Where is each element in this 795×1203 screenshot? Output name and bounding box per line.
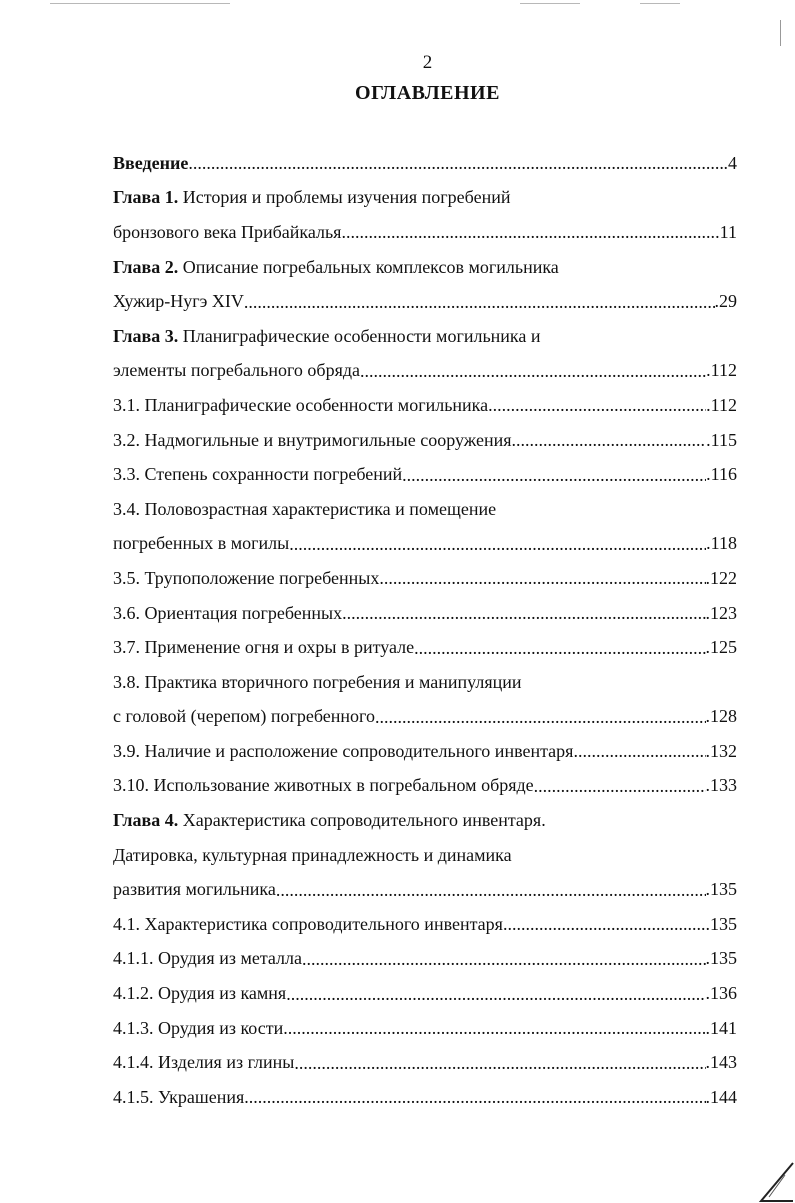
toc-entry-text: [113, 533, 289, 554]
toc-entry: [113, 388, 737, 423]
dot-leader: [188, 152, 723, 174]
toc-entry-text: [113, 360, 360, 381]
dot-leader: [488, 394, 706, 416]
toc-entry: [113, 596, 737, 631]
toc-entry: [113, 734, 737, 769]
toc-entry-text: [113, 291, 244, 312]
dot-leader: [244, 1086, 705, 1108]
toc-entry-label: 3.10. Использование животных в погребальном обряде: [113, 775, 534, 796]
toc-page-number: .135: [705, 913, 737, 934]
toc-entry: [113, 492, 737, 527]
page-title: ОГЛАВЛЕНИЕ: [355, 82, 500, 104]
toc-entry: [113, 803, 737, 838]
toc-entry: [113, 665, 737, 700]
toc-page-number: .125: [705, 637, 737, 658]
toc-entry: [113, 215, 737, 250]
toc-entry-label: 4.1.3. Орудия из кости: [113, 1017, 284, 1038]
toc-entry-label: 3.1. Планиграфические особенности могильника: [113, 394, 489, 415]
toc-entry: [113, 561, 737, 596]
toc-entry-text: [113, 430, 512, 451]
toc-entry-label: развития могильника: [113, 879, 276, 900]
dot-leader: [503, 913, 706, 935]
toc-entry-label: 3.6. Ориентация погребенных: [113, 602, 343, 623]
toc-entry: [113, 1080, 737, 1115]
toc-entry-heading: Глава 1.: [113, 187, 179, 208]
scan-artifact-line: [520, 3, 580, 4]
toc-page-number: .115: [706, 429, 737, 450]
toc-entry-text: [113, 222, 341, 243]
toc-entry-text: [113, 637, 414, 658]
toc-entry-label: 4.1.1. Орудия из металла: [113, 948, 303, 969]
toc-entry-label: История и проблемы изучения погребений: [178, 187, 511, 208]
toc-entry: [113, 354, 737, 389]
toc-entry: [113, 146, 737, 181]
toc-page-number: .135: [705, 879, 737, 900]
toc-entry-text: [113, 810, 546, 831]
toc-entry: [113, 319, 737, 354]
toc-entry-text: [113, 395, 488, 416]
toc-entry-label: 3.8. Практика вторичного погребения и манипуляции: [113, 671, 522, 692]
toc-entry-text: [113, 775, 534, 796]
toc-entry-label: элементы погребального обряда: [113, 360, 360, 381]
toc-entry-text: [113, 879, 276, 900]
toc-entry-text: [113, 568, 379, 589]
toc-entry-label: Планиграфические особенности могильника и: [178, 325, 541, 346]
toc-entry-label: Характеристика сопроводительного инвентаря.: [178, 810, 546, 831]
toc-entry: [113, 907, 737, 942]
toc-page-number: .144: [705, 1086, 737, 1107]
toc-entry: [113, 284, 737, 319]
dot-leader: [379, 567, 705, 589]
toc-entry-label: 3.3. Степень сохранности погребений: [113, 464, 403, 485]
toc-entry-text: [113, 153, 188, 174]
toc-entry-label: 4.1.4. Изделия из глины: [113, 1052, 295, 1073]
toc-entry-text: [113, 499, 496, 520]
toc-entry: [113, 872, 737, 907]
toc-entry-heading: Глава 3.: [113, 325, 179, 346]
toc-entry-heading: Глава 2.: [113, 256, 179, 277]
toc-entry-label: Описание погребальных комплексов могильника: [178, 256, 559, 277]
table-of-contents: [113, 146, 737, 1115]
dot-leader: [534, 775, 706, 797]
toc-page-number: .128: [705, 706, 737, 727]
toc-entry-label: бронзового века Прибайкалья: [113, 221, 342, 242]
toc-entry: [113, 250, 737, 285]
toc-entry-label: 4.1. Характеристика сопроводительного инвентаря: [113, 913, 503, 934]
toc-entry-label: 4.1.2. Орудия из камня: [113, 983, 287, 1004]
toc-entry-text: [113, 187, 510, 208]
toc-entry-label: 3.5. Трупоположение погребенных: [113, 567, 380, 588]
toc-page-number: .116: [706, 464, 737, 485]
toc-entry-text: [113, 672, 522, 693]
toc-entry-text: [113, 948, 302, 969]
scan-artifact-line: [640, 3, 680, 4]
toc-entry: [113, 976, 737, 1011]
page-corner-curl: [755, 1161, 795, 1203]
dot-leader: [276, 879, 706, 901]
toc-entry-label: погребенных в могилы: [113, 533, 290, 554]
toc-entry-label: 4.1.5. Украшения: [113, 1086, 245, 1107]
page-number: 2: [422, 52, 433, 73]
toc-entry: [113, 457, 737, 492]
toc-entry-text: [113, 706, 375, 727]
dot-leader: [360, 360, 706, 382]
dot-leader: [283, 1017, 705, 1039]
toc-entry: [113, 181, 737, 216]
toc-page-number: .112: [706, 394, 737, 415]
dot-leader: [302, 948, 705, 970]
toc-page-number: .135: [705, 948, 737, 969]
dot-leader: [402, 464, 706, 486]
toc-page-number: .11: [715, 221, 737, 242]
toc-entry-label: 3.7. Применение огня и охры в ритуале: [113, 637, 415, 658]
toc-entry: [113, 1011, 737, 1046]
toc-page-number: .122: [705, 567, 737, 588]
toc-page-number: .118: [706, 533, 737, 554]
dot-leader: [414, 637, 705, 659]
toc-entry-label: 3.4. Половозрастная характеристика и помещение: [113, 498, 497, 519]
dot-leader: [375, 706, 706, 728]
page-edge-mark: [780, 20, 781, 46]
toc-entry-label: с головой (черепом) погребенного: [113, 706, 375, 727]
toc-entry: [113, 1045, 737, 1080]
toc-page-number: .133: [705, 775, 737, 796]
dot-leader: [289, 533, 706, 555]
toc-entry-label: Датировка, культурная принадлежность и динамика: [113, 844, 512, 865]
toc-entry-text: [113, 1087, 244, 1108]
toc-entry: [113, 838, 737, 873]
dot-leader: [512, 429, 707, 451]
toc-entry: [113, 942, 737, 977]
toc-entry-text: [113, 464, 402, 485]
toc-page-number: .4: [723, 152, 737, 173]
toc-entry-text: [113, 603, 342, 624]
dot-leader: [573, 740, 705, 762]
toc-entry: [113, 700, 737, 735]
toc-entry-heading: Глава 4.: [113, 810, 179, 831]
toc-entry-label: 3.2. Надмогильные и внутримогильные сооружения: [113, 429, 512, 450]
toc-entry: [113, 630, 737, 665]
toc-entry: [113, 769, 737, 804]
toc-page-number: .123: [705, 602, 737, 623]
toc-page-number: .136: [705, 983, 737, 1004]
toc-page-number: .143: [705, 1052, 737, 1073]
toc-entry-text: [113, 326, 541, 347]
scan-artifact-line: [50, 3, 230, 4]
toc-entry-heading: Введение: [113, 152, 189, 173]
toc-page-number: .141: [705, 1017, 737, 1038]
dot-leader: [342, 602, 705, 624]
toc-entry: [113, 527, 737, 562]
toc-page-number: .132: [705, 740, 737, 761]
toc-entry-label: 3.9. Наличие и расположение сопроводительного инвентаря: [113, 740, 574, 761]
toc-entry-text: [113, 257, 559, 278]
toc-entry-text: [113, 983, 286, 1004]
toc-entry-text: [113, 1018, 283, 1039]
dot-leader: [341, 221, 715, 243]
toc-entry-label: Хужир-Нугэ XIV: [113, 291, 244, 312]
toc-entry-text: [113, 845, 512, 866]
toc-page-number: .29: [714, 291, 737, 312]
dot-leader: [294, 1052, 705, 1074]
toc-entry-text: [113, 1052, 294, 1073]
dot-leader: [244, 291, 715, 313]
toc-entry: [113, 423, 737, 458]
toc-entry-text: [113, 741, 573, 762]
toc-entry-text: [113, 914, 503, 935]
dot-leader: [286, 983, 705, 1005]
toc-page-number: .112: [706, 360, 737, 381]
